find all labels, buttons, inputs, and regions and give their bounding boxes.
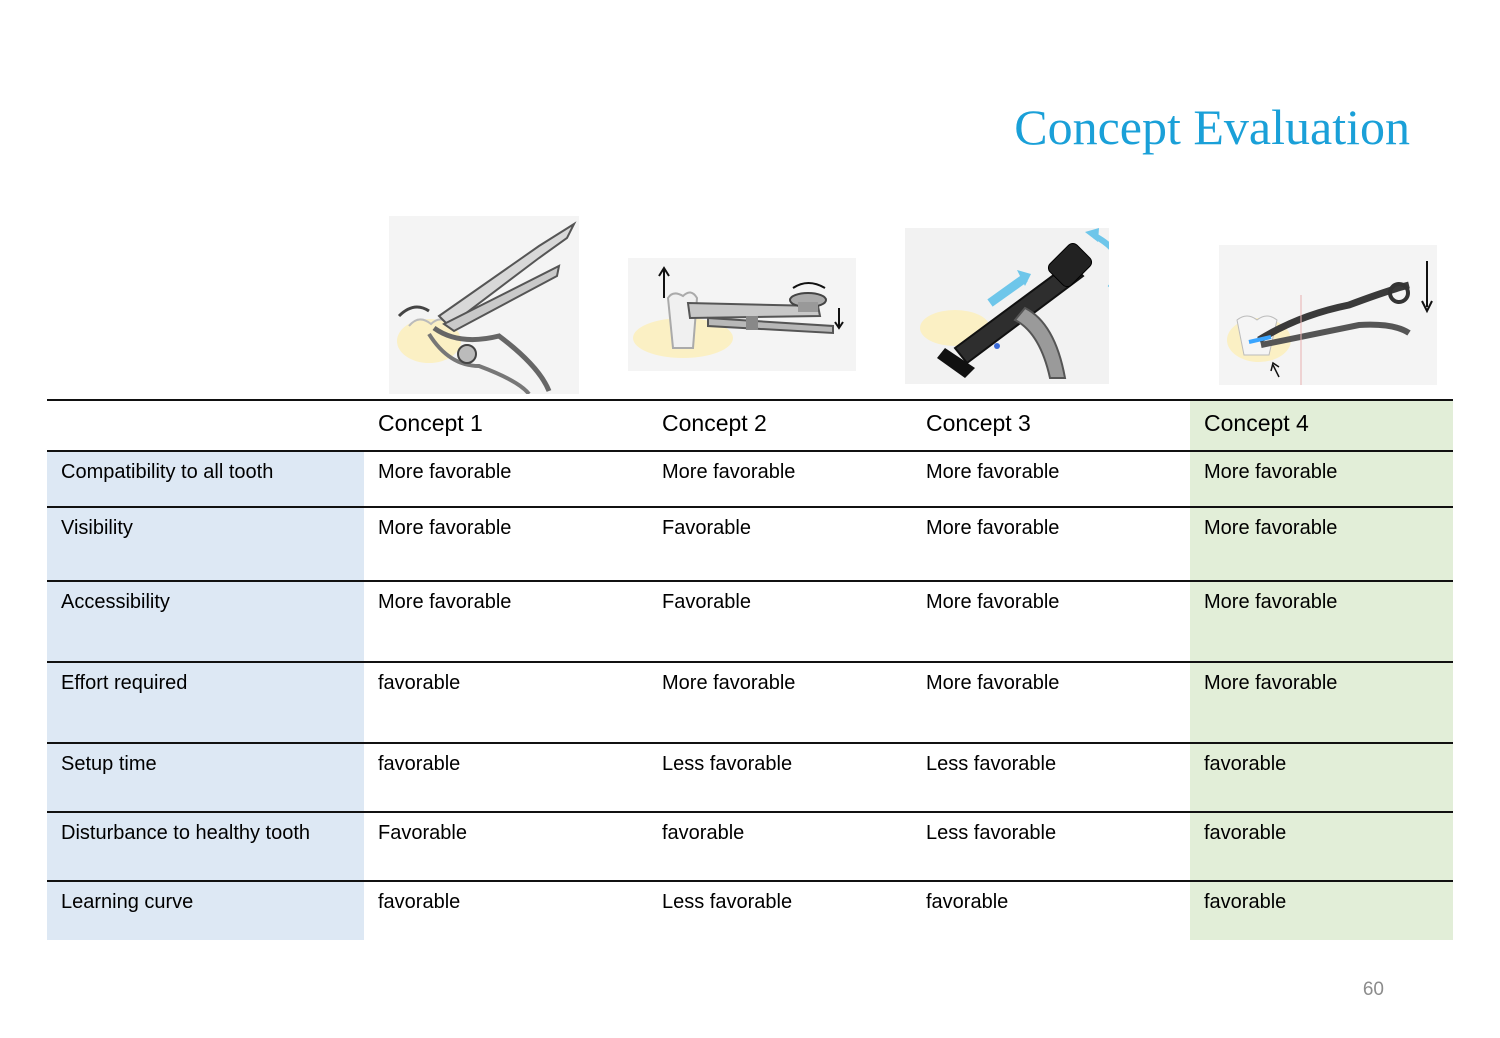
table-row [47,881,1453,940]
evaluation-table [47,400,1453,940]
forceps-icon [389,216,579,394]
criterion-cell: Visibility [47,507,364,581]
concept-4-pliers-image [1219,245,1437,385]
table-rule [47,661,1453,663]
table-rule [47,506,1453,508]
extractor-icon [905,228,1109,384]
header-concept-2: Concept 2 [662,410,767,436]
header-concept-3: Concept 3 [926,410,1031,436]
value-cell: More favorable [662,461,796,483]
table-rule [47,811,1453,813]
value-cell: favorable [378,672,461,694]
table-row [47,581,1453,662]
table-row [47,662,1453,743]
value-cell: Less favorable [662,753,793,775]
concept-2-clamp-image [628,258,856,371]
value-cell: More favorable [926,461,1060,483]
header-empty-cell [47,400,364,451]
value-cell: Favorable [662,591,751,613]
criterion-cell: Compatibility to all tooth [47,451,364,507]
table-top-rule [47,399,1453,401]
value-cell: More favorable [378,591,512,613]
value-cell: favorable [662,822,745,844]
value-cell: Favorable [662,517,751,539]
table-rule [47,450,1453,452]
value-cell: favorable [1190,812,1453,881]
value-cell: More favorable [662,672,796,694]
value-cell: More favorable [1190,662,1453,743]
value-cell: favorable [926,891,1009,913]
value-cell: favorable [1190,881,1453,940]
value-cell: favorable [378,753,461,775]
table-rule [47,580,1453,582]
table-rule [47,742,1453,744]
value-cell: More favorable [378,461,512,483]
slide-title: Concept Evaluation [1014,99,1410,155]
table-row [47,507,1453,581]
value-cell: favorable [1190,743,1453,812]
table-rule [47,880,1453,882]
value-cell: More favorable [1190,451,1453,507]
value-cell: Favorable [378,822,467,844]
value-cell: favorable [378,891,461,913]
value-cell: More favorable [378,517,512,539]
value-cell: More favorable [926,672,1060,694]
value-cell: More favorable [926,517,1060,539]
criterion-cell: Learning curve [47,881,364,940]
concept-1-forceps-image [389,216,579,394]
clamp-icon [628,258,856,371]
value-cell: More favorable [926,591,1060,613]
value-cell: Less favorable [926,753,1057,775]
criterion-cell: Setup time [47,743,364,812]
criterion-cell: Accessibility [47,581,364,662]
value-cell: More favorable [1190,507,1453,581]
pliers-icon [1219,245,1437,385]
criterion-cell: Effort required [47,662,364,743]
criterion-cell: Disturbance to healthy tooth [47,812,364,881]
table-row [47,743,1453,812]
header-concept-1: Concept 1 [378,410,483,436]
value-cell: Less favorable [926,822,1057,844]
value-cell: Less favorable [662,891,793,913]
value-cell: More favorable [1190,581,1453,662]
page-number: 60 [1362,979,1384,1000]
table-row [47,812,1453,881]
header-concept-4: Concept 4 [1190,400,1453,451]
table-row [47,451,1453,507]
table-header-row [47,400,1453,451]
concept-3-extractor-image [905,228,1109,384]
